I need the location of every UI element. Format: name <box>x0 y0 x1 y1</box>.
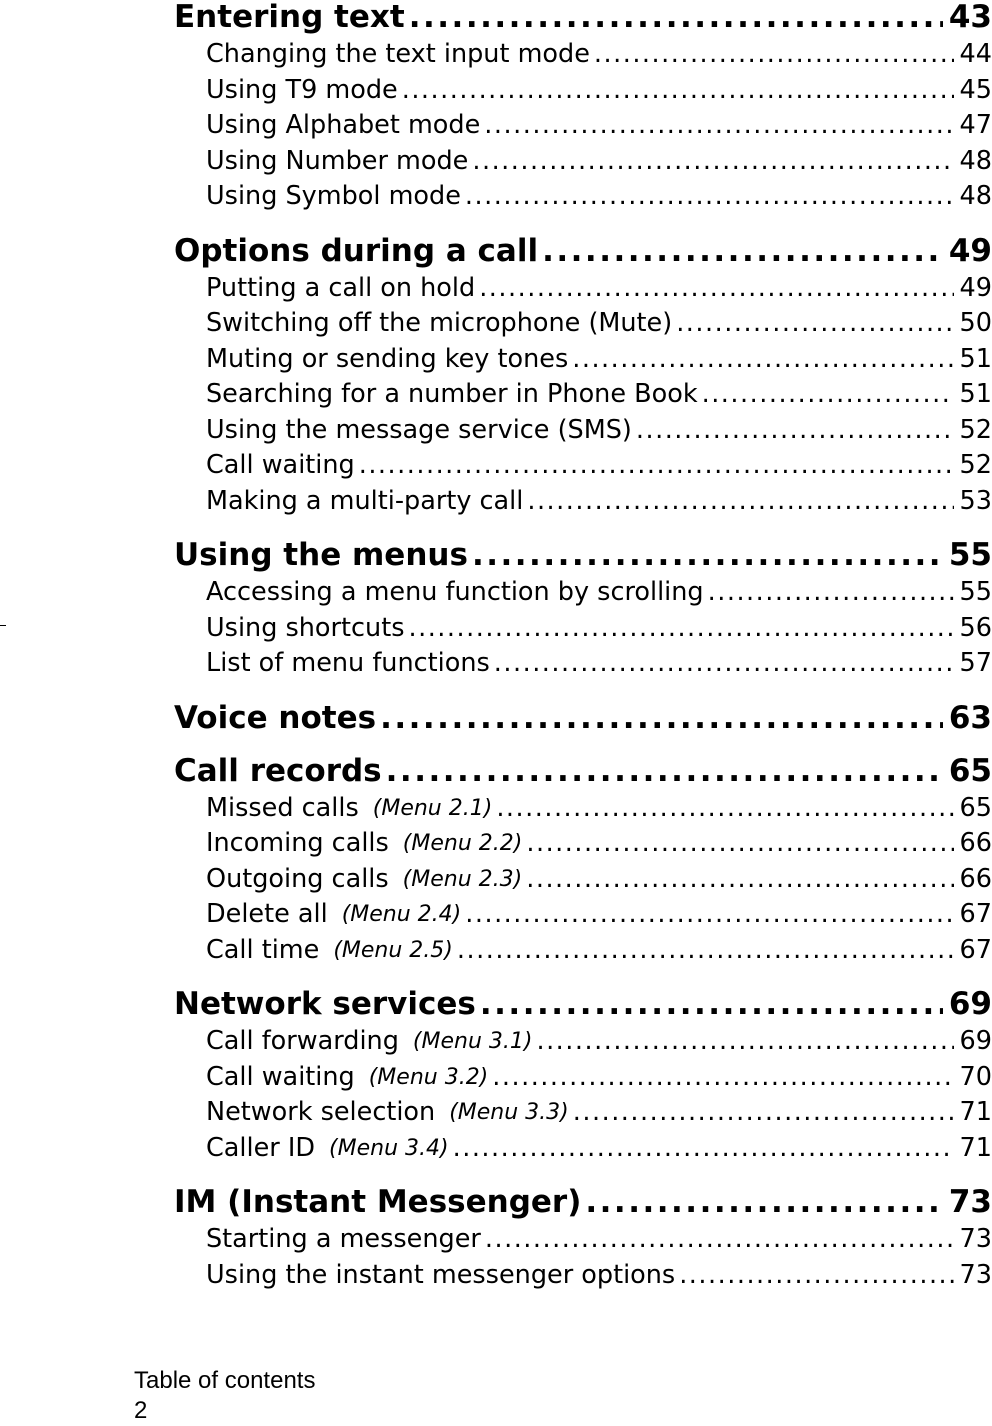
dot-leader <box>585 1185 943 1219</box>
section-title: Using the menus <box>174 537 468 573</box>
toc-entry-link[interactable] <box>174 826 992 862</box>
toc-entry-link[interactable] <box>174 611 992 647</box>
section-heading-link[interactable] <box>174 754 992 788</box>
toc-entry-link[interactable] <box>174 1131 992 1167</box>
menu-reference: (Menu 2.3) <box>402 866 523 892</box>
entry-title: Making a multi-party call <box>206 485 524 516</box>
entry-page-number: 50 <box>959 308 992 338</box>
section-title: Call records <box>174 752 382 789</box>
dot-leader <box>465 179 954 215</box>
entry-title: Using Number mode <box>206 145 469 176</box>
section-page-number: 49 <box>948 232 992 269</box>
toc-entry-link[interactable] <box>174 862 992 898</box>
dot-leader <box>484 108 953 144</box>
entry-title: Call waiting <box>206 450 355 480</box>
entry-page-number: 73 <box>959 1224 992 1254</box>
toc-entry-link[interactable] <box>174 342 992 378</box>
toc-entry-link[interactable] <box>174 575 992 611</box>
entry-title: Call forwarding <box>206 1026 399 1056</box>
section-heading-link[interactable] <box>174 1185 992 1219</box>
entry-page-number: 45 <box>959 74 992 105</box>
dot-leader <box>542 234 943 268</box>
entry-title: Using shortcuts <box>206 612 405 643</box>
dot-leader <box>472 538 943 572</box>
section-page-number: 69 <box>948 986 992 1022</box>
toc-section <box>174 701 992 735</box>
menu-reference: (Menu 2.2) <box>402 831 523 856</box>
section-title: Voice notes <box>174 699 377 736</box>
toc-entry-link[interactable] <box>174 1258 992 1294</box>
dot-leader <box>702 377 954 413</box>
footer-page-number: 2 <box>134 1397 148 1424</box>
dot-leader <box>402 73 954 109</box>
menu-reference: (Menu 2.4) <box>341 902 462 927</box>
section-page-number: 55 <box>948 537 992 573</box>
toc-entry-link[interactable] <box>174 484 992 520</box>
toc-section <box>174 234 992 520</box>
menu-reference: (Menu 3.1) <box>412 1029 533 1054</box>
entry-page-number: 48 <box>959 145 992 176</box>
toc-entry-link[interactable] <box>174 646 992 682</box>
section-title: Network services <box>174 986 476 1022</box>
section-title: Options during a call <box>174 232 539 269</box>
entry-page-number: 66 <box>959 828 992 858</box>
dot-leader <box>465 897 953 933</box>
dot-leader <box>526 862 953 898</box>
toc-section <box>174 0 992 215</box>
dot-leader <box>479 271 953 307</box>
dot-leader <box>496 791 953 827</box>
section-title: Entering text <box>174 0 405 35</box>
entry-page-number: 69 <box>959 1026 992 1056</box>
section-page-number: 65 <box>948 752 992 789</box>
entry-title: Incoming calls <box>206 828 389 858</box>
section-title: IM (Instant Messenger) <box>174 1184 582 1220</box>
dot-leader <box>679 1258 953 1294</box>
entry-page-number: 48 <box>959 181 992 211</box>
toc-section <box>174 1185 992 1293</box>
toc-entry-link[interactable] <box>174 144 992 180</box>
menu-reference: (Menu 3.4) <box>329 1135 449 1161</box>
entry-title: Switching off the microphone (Mute) <box>206 308 673 338</box>
section-heading-link[interactable] <box>174 701 992 735</box>
entry-page-number: 67 <box>959 899 992 929</box>
toc-entry-link[interactable] <box>174 179 992 215</box>
section-heading-link[interactable] <box>174 234 992 268</box>
entry-title: Network selection <box>206 1097 436 1127</box>
entry-title: Missed calls <box>206 792 359 823</box>
entry-page-number: 71 <box>959 1097 992 1127</box>
entry-page-number: 66 <box>959 863 992 894</box>
dot-leader <box>536 1024 953 1060</box>
entry-page-number: 65 <box>959 792 992 823</box>
entry-title: Searching for a number in Phone Book <box>206 379 698 409</box>
dot-leader <box>492 1060 953 1096</box>
toc-entry-link[interactable] <box>174 413 992 449</box>
menu-reference: (Menu 2.1) <box>372 795 493 821</box>
section-page-number: 43 <box>948 0 992 35</box>
dot-leader <box>527 484 953 520</box>
dot-leader <box>572 342 953 378</box>
section-heading-link[interactable] <box>174 987 992 1021</box>
dot-leader <box>480 987 943 1021</box>
dot-leader <box>408 611 953 647</box>
entry-title: Call waiting <box>206 1061 355 1092</box>
toc-section <box>174 987 992 1166</box>
toc-entry-link[interactable] <box>174 1024 992 1060</box>
entry-page-number: 52 <box>959 450 992 480</box>
entry-page-number: 44 <box>959 39 992 69</box>
entry-page-number: 47 <box>959 110 992 140</box>
entry-title: Putting a call on hold <box>206 272 476 303</box>
dot-leader <box>409 0 943 34</box>
dot-leader <box>708 575 954 611</box>
margin-mark <box>0 625 6 626</box>
entry-page-number: 71 <box>959 1132 992 1163</box>
toc-entry-link[interactable] <box>174 377 992 413</box>
toc-entry-link[interactable] <box>174 1060 992 1096</box>
dot-leader <box>494 646 954 682</box>
section-heading-link[interactable] <box>174 538 992 572</box>
menu-reference: (Menu 3.2) <box>368 1064 489 1090</box>
entry-title: Muting or sending key tones <box>206 343 569 374</box>
section-heading-link[interactable] <box>174 0 992 34</box>
section-page-number: 73 <box>948 1184 992 1220</box>
menu-reference: (Menu 2.5) <box>333 937 453 963</box>
dot-leader <box>457 933 954 969</box>
entry-page-number: 52 <box>959 414 992 445</box>
entry-title: Call time <box>206 934 320 965</box>
footer-label: Table of contents <box>134 1367 316 1394</box>
entry-title: Using the instant messenger options <box>206 1259 676 1290</box>
menu-reference: (Menu 3.3) <box>449 1100 569 1125</box>
dot-leader <box>485 1222 954 1258</box>
toc-entry-link[interactable] <box>174 108 992 144</box>
toc-entry-link[interactable] <box>174 933 992 969</box>
toc-section <box>174 538 992 682</box>
entry-title: Starting a messenger <box>206 1224 481 1254</box>
entry-page-number: 73 <box>959 1259 992 1290</box>
entry-title: List of menu functions <box>206 648 490 678</box>
entry-page-number: 55 <box>959 577 992 607</box>
toc-entry-link[interactable] <box>174 1222 992 1258</box>
toc-entry-link[interactable] <box>174 1095 992 1131</box>
entry-title: Using Symbol mode <box>206 181 461 211</box>
toc-entry-link[interactable] <box>174 791 992 827</box>
entry-page-number: 53 <box>959 485 992 516</box>
dot-leader <box>386 754 943 788</box>
toc-entry-link[interactable] <box>174 271 992 307</box>
entry-page-number: 51 <box>959 379 992 409</box>
toc-entry-link[interactable] <box>174 306 992 342</box>
entry-title: Changing the text input mode <box>206 39 590 69</box>
dot-leader <box>453 1131 954 1167</box>
dot-leader <box>526 826 953 862</box>
dot-leader <box>676 306 953 342</box>
dot-leader <box>636 413 954 449</box>
entry-page-number: 67 <box>959 934 992 965</box>
toc-entry-link[interactable] <box>174 448 992 484</box>
toc-entry-link[interactable] <box>174 37 992 73</box>
entry-title: Outgoing calls <box>206 863 389 894</box>
section-page-number: 63 <box>948 699 992 736</box>
entry-page-number: 57 <box>959 648 992 678</box>
entry-title: Caller ID <box>206 1132 316 1163</box>
toc-entry-link[interactable] <box>174 897 992 933</box>
dot-leader <box>594 37 954 73</box>
entry-title: Delete all <box>206 899 328 929</box>
entry-title: Using T9 mode <box>206 74 398 105</box>
toc-entry-link[interactable] <box>174 73 992 109</box>
page-footer <box>134 1366 315 1426</box>
entry-title: Using the message service (SMS) <box>206 414 632 445</box>
toc-section <box>174 754 992 969</box>
entry-page-number: 49 <box>959 272 992 303</box>
entry-page-number: 51 <box>959 343 992 374</box>
dot-leader <box>472 144 953 180</box>
entry-title: Using Alphabet mode <box>206 110 481 140</box>
entry-page-number: 56 <box>959 612 992 643</box>
table-of-contents <box>174 0 992 1312</box>
dot-leader <box>573 1095 954 1131</box>
entry-page-number: 70 <box>959 1061 992 1092</box>
entry-title: Accessing a menu function by scrolling <box>206 577 704 607</box>
dot-leader <box>380 701 943 735</box>
dot-leader <box>359 448 954 484</box>
